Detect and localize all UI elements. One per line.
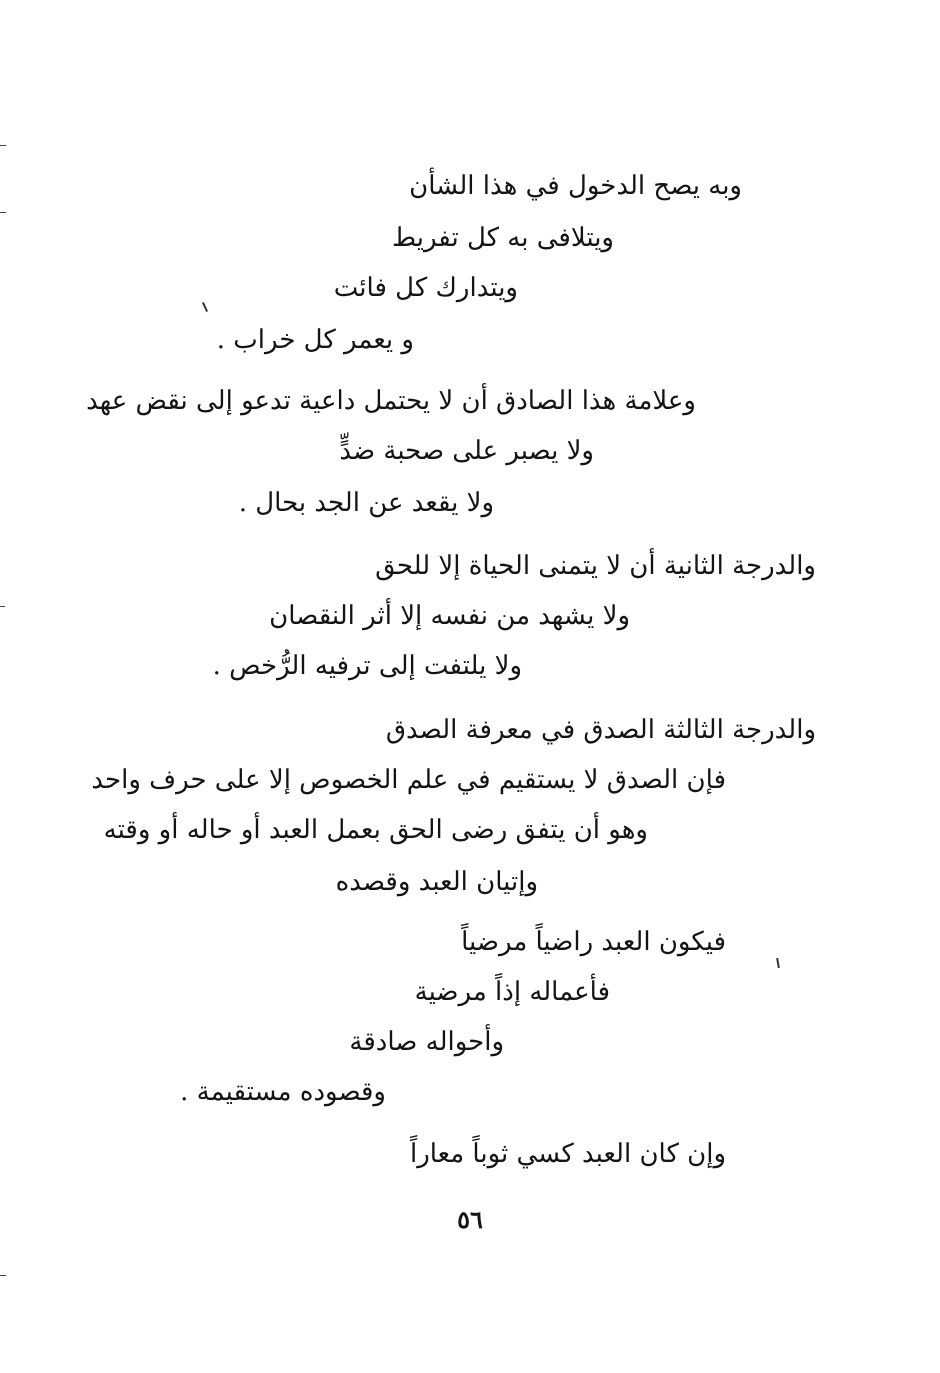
text-line: وبه يصح الدخول في هذا الشأن <box>409 171 742 201</box>
margin-tick <box>0 1275 6 1276</box>
text-line: والدرجة الثالثة الصدق في معرفة الصدق <box>385 715 816 745</box>
text-line: فيكون العبد راضياً مرضياً <box>461 927 726 957</box>
text-line: ولا يشهد من نفسه إلا أثر النقصان <box>269 601 630 631</box>
text-line: ولا يصبر على صحبة ضدٍّ <box>339 436 594 466</box>
text-line: ويتلافى به كل تفريط <box>392 223 614 253</box>
text-line: فأعماله إذاً مرضية <box>414 977 610 1007</box>
text-line: ويتدارك كل فائت <box>333 273 518 303</box>
text-line: وأحواله صادقة <box>349 1027 504 1057</box>
margin-tick <box>0 606 5 607</box>
text-line: والدرجة الثانية أن لا يتمنى الحياة إلا للحق <box>375 551 816 581</box>
text-line: وهو أن يتفق رضى الحق بعمل العبد أو حاله أو وقته <box>103 815 648 845</box>
stray-mark <box>202 302 208 312</box>
text-line: ولا يلتفت إلى ترفيه الرُّخص . <box>212 651 522 681</box>
page-number: ٥٦ <box>457 1205 483 1234</box>
text-line: و يعمر كل خراب . <box>216 325 414 355</box>
text-line: وعلامة هذا الصادق أن لا يحتمل داعية تدعو إلى نقض عهد <box>86 386 696 416</box>
stray-mark <box>776 958 780 968</box>
margin-tick <box>0 145 6 146</box>
text-line: فإن الصدق لا يستقيم في علم الخصوص إلا على حرف واحد <box>91 765 726 795</box>
text-line: ولا يقعد عن الجد بحال . <box>238 488 494 518</box>
text-line: وإتيان العبد وقصده <box>335 867 538 897</box>
text-line: وقصوده مستقيمة . <box>180 1077 386 1107</box>
margin-tick <box>0 212 6 213</box>
text-line: وإن كان العبد كسي ثوباً معاراً <box>409 1139 726 1169</box>
